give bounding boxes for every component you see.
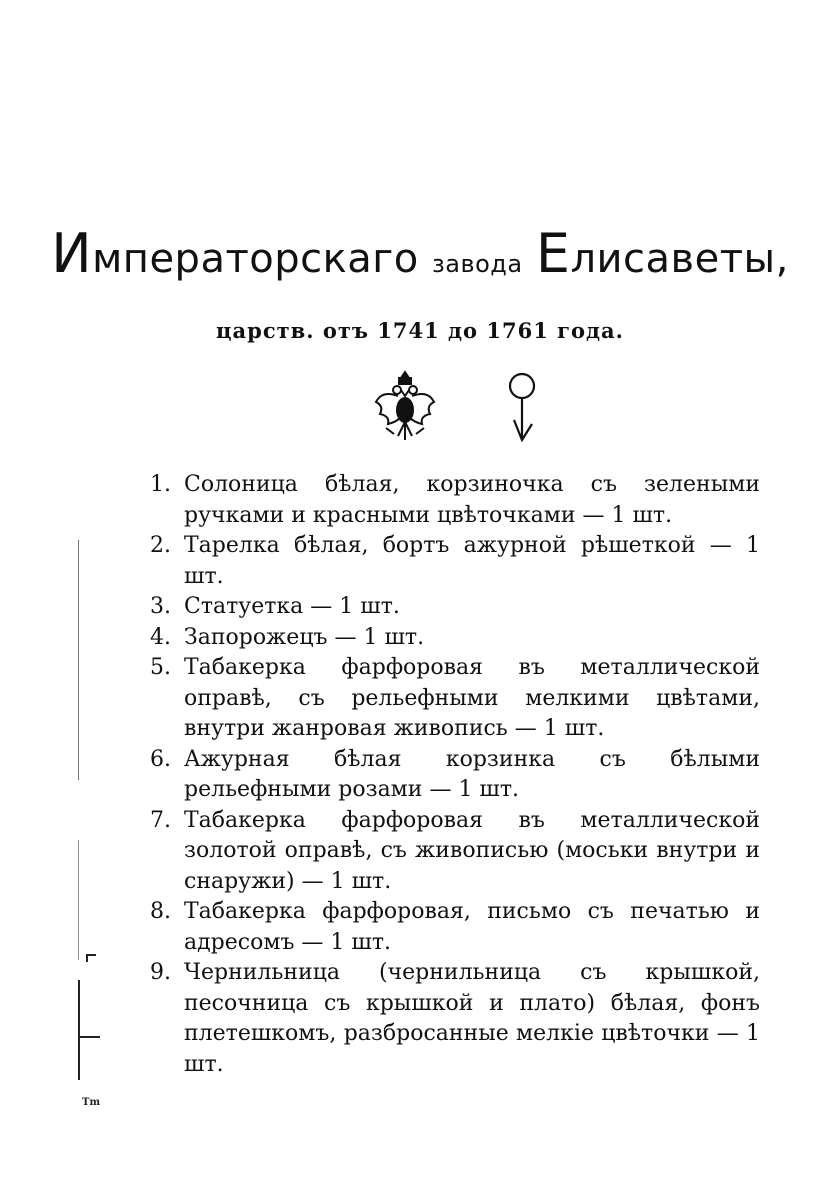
item-number: 9. [150,960,171,985]
item-text: Табакерка фарфоровая въ металлической оправѣ, съ рельефными мелкими цвѣтами, внутри жанровая живопись — 1 шт. [184,655,760,741]
list-item [150,623,760,654]
page-title [0,222,840,285]
list-item [150,531,760,592]
factory-marks [370,368,560,448]
title-word-3: лисаветы, [570,236,789,282]
title-initial-1: И [51,222,93,285]
footer-mark: Тm [82,1097,101,1108]
binding-line [78,540,79,780]
title-initial-3: Е [535,222,571,285]
list-item [150,470,760,531]
list-item [150,592,760,623]
margin-binding-marks [76,540,106,1080]
item-text: Чернильница (чернильница съ крышкой, песочница съ крышкой и плато) бѣлая, фонъ плетешкомъ, разбросанные мелкіе цвѣточки — 1 шт. [184,960,760,1077]
binding-line [86,954,88,962]
list-item [150,897,760,958]
female-symbol-mark-icon [502,372,542,446]
title-word-2: завода [431,250,523,278]
title-word-1: мператорскаго [92,236,419,282]
eagle-mark-icon [370,368,440,448]
item-text: Табакерка фарфоровая, письмо съ печатью и адресомъ — 1 шт. [184,899,760,955]
binding-line [78,840,79,960]
item-text: Ажурная бѣлая корзинка съ бѣлыми рельефными розами — 1 шт. [184,746,760,802]
item-text: Тарелка бѣлая, бортъ ажурной рѣшеткой — 1 шт. [184,533,760,589]
item-number: 8. [150,899,171,924]
list-item [150,745,760,806]
item-text: Статуетка — 1 шт. [184,594,400,619]
item-list [150,470,760,1080]
item-number: 1. [150,472,171,497]
list-item [150,806,760,898]
binding-line [78,980,80,1080]
item-number: 7. [150,807,171,833]
item-text: Запорожецъ — 1 шт. [184,624,425,650]
list-item [150,958,760,1080]
item-text: Солоница бѣлая, корзиночка съ зелеными ручками и красными цвѣточками — 1 шт. [184,472,760,528]
binding-line [78,1036,100,1038]
page-subtitle: царств. отъ 1741 до 1761 года. [216,318,624,343]
list-item [150,653,760,745]
item-number: 6. [150,746,171,772]
item-number: 3. [150,594,171,619]
item-number: 5. [150,655,171,680]
item-number: 2. [150,533,171,558]
item-number: 4. [150,624,171,650]
item-text: Табакерка фарфоровая въ металлической золотой оправѣ, съ живописью (моськи внутри и снаружи) — 1 шт. [184,807,760,894]
